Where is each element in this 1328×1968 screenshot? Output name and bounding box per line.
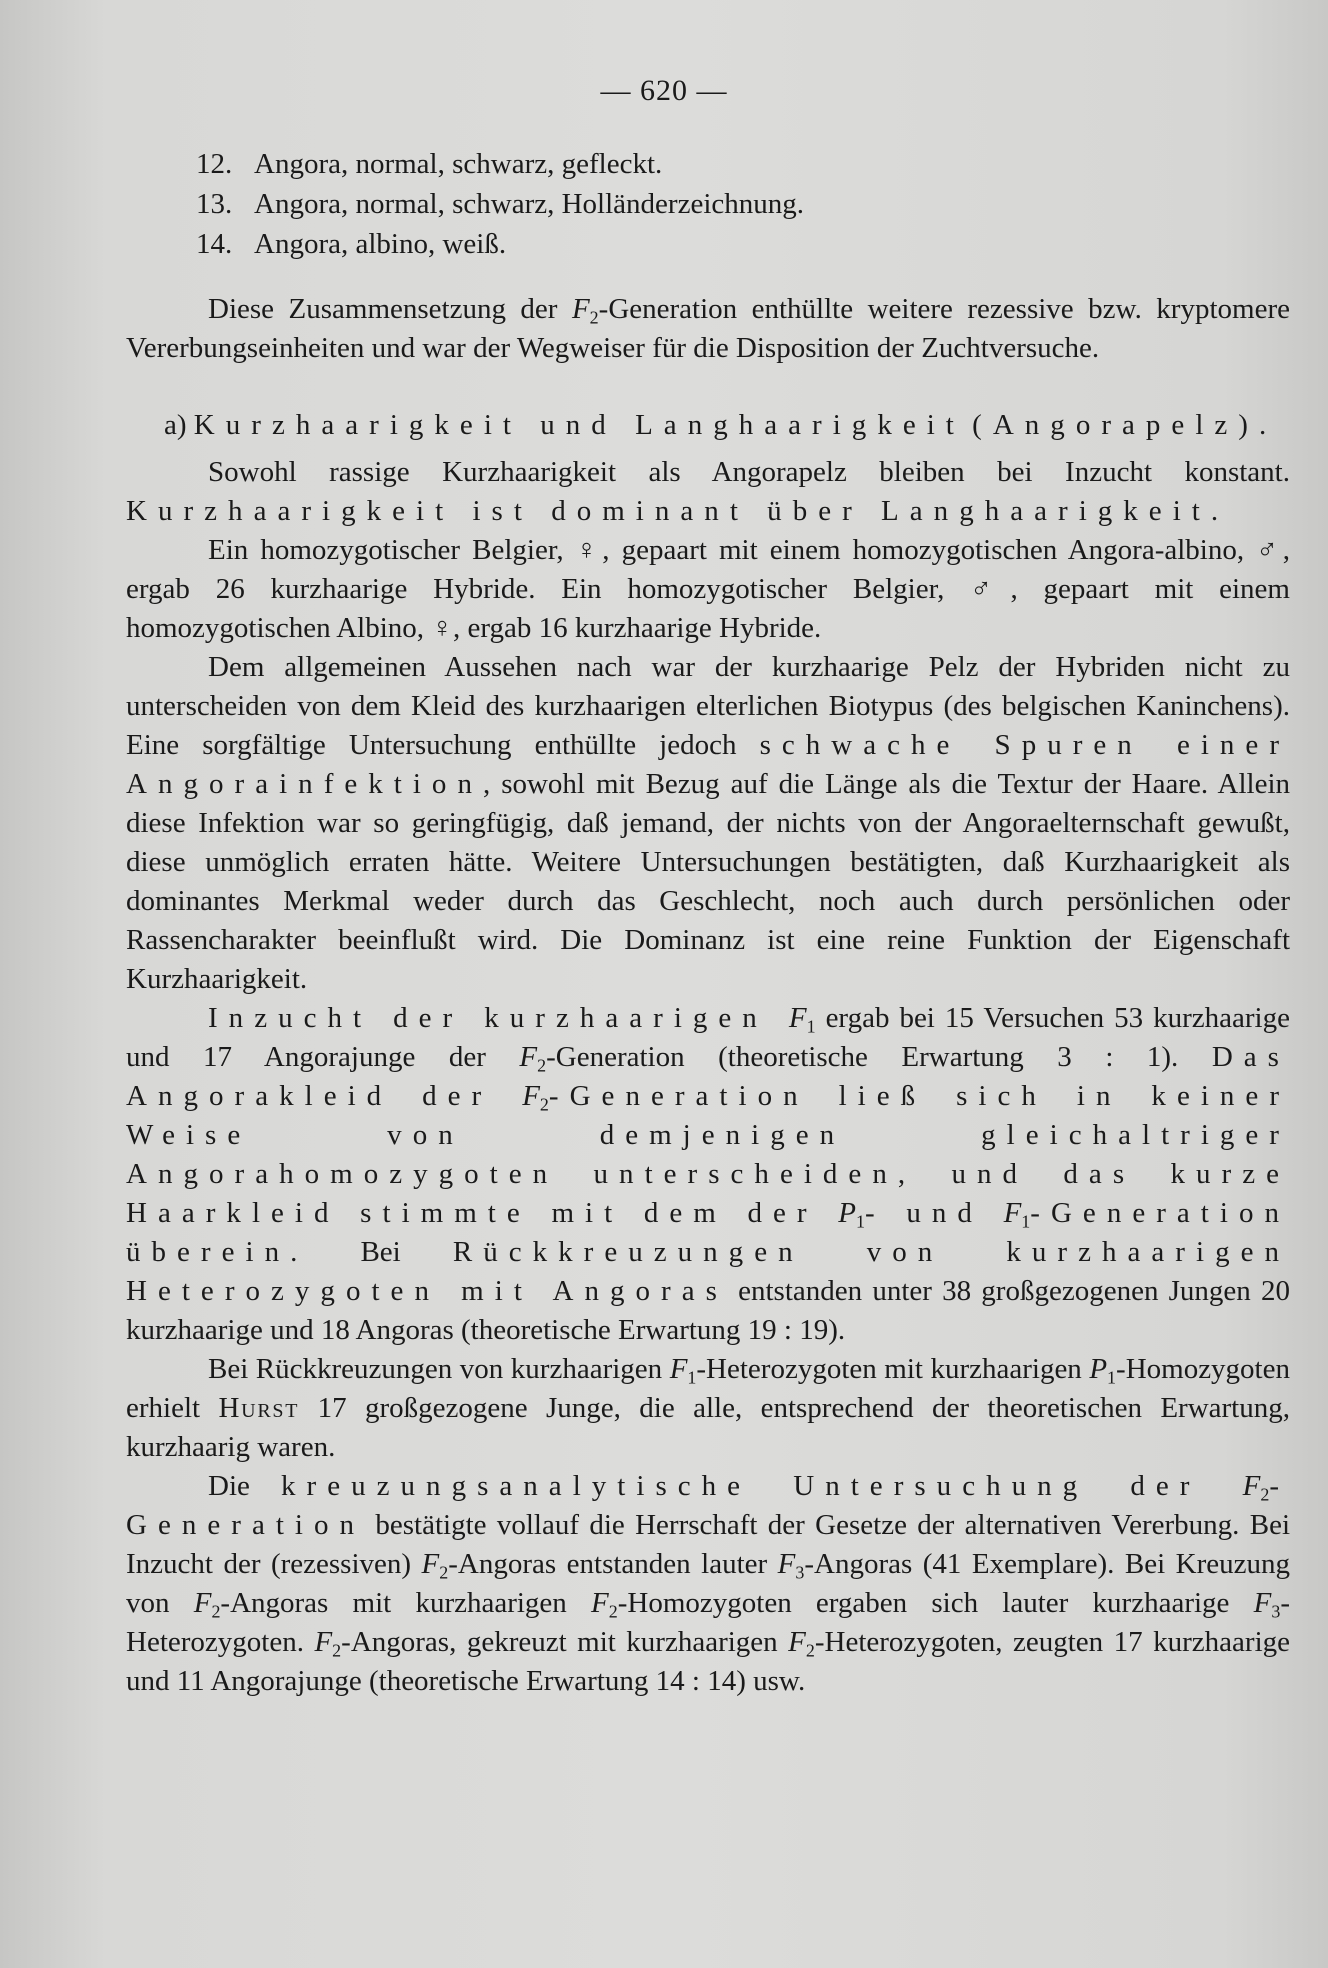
text-run: ergab bei 15 Versuchen 53 kurzhaarige und 17 Angorajunge der: [126, 1002, 1290, 1073]
list-item-number: 14.: [196, 228, 233, 260]
list-item-text: Angora, albino, weiß.: [254, 228, 507, 260]
symbol-F: F: [571, 293, 590, 325]
subscript: 2: [332, 1640, 342, 1661]
emphasis-spaced: Inzucht der kurzhaarigen: [208, 1002, 789, 1034]
symbol-P: P: [1089, 1353, 1108, 1385]
symbol-F: F: [314, 1626, 333, 1658]
page-number: — 620 —: [600, 74, 728, 107]
list-item: [196, 144, 1096, 184]
subscript: 2: [439, 1562, 449, 1583]
emphasis-spaced: -Generation überein.: [126, 1197, 1290, 1268]
list-item: [196, 224, 1096, 264]
symbol-F: F: [1242, 1470, 1261, 1502]
paragraph-constancy: [126, 453, 1290, 531]
author-name: Hurst: [218, 1392, 300, 1424]
text-run: bestätigte vollauf die Herrschaft der Gesetze der alternativen Vererbung. Bei Inzucht der (rezessiven): [126, 1509, 1290, 1580]
subscript: 1: [1107, 1367, 1117, 1388]
symbol-F: F: [788, 1002, 807, 1034]
text-run: , sowohl mit Bezug auf die Länge als die Textur der Haare. Allein diese Infektion war so geringfügig, daß jemand, der nichts von der Angoraelternschaft gewußt, diese unmöglich erraten hätte. Weitere Untersuchungen bestätigten, daß Kurzhaarigkeit als dominantes Merkmal weder durch das Geschlecht, noch auch durch persönlichen oder Rassencharakter beeinflußt wird. Die Dominanz ist eine reine Funktion der Eigenschaft Kurzhaarigkeit.: [126, 768, 1290, 995]
text-run: Bei: [308, 1236, 453, 1268]
subscript: 1: [806, 1016, 816, 1037]
variety-list: [196, 144, 1096, 264]
paragraph-f2-composition: [126, 290, 1290, 368]
main-text: [126, 290, 1290, 1701]
symbol-F: F: [669, 1353, 688, 1385]
subscript: 2: [805, 1640, 815, 1661]
paragraph-inbreeding: [126, 999, 1290, 1350]
text-run: -Heterozygoten, zeugten 17 kurzhaarige und 11 Angorajunge (theoretische Erwartung 14 : 14) usw.: [126, 1626, 1291, 1697]
text-run: -Generation enthüllte weitere rezessive bzw. kryptomere Vererbungseinheiten und war der Wegweiser für die Disposition der Zuchtversuche.: [126, 293, 1290, 364]
text-run: -Heterozygoten.: [126, 1587, 1290, 1658]
text-run: entstanden unter 38 großgezogenen Jungen 20 kurzhaarige und 18 Angoras (theoretische Erwartung 19 : 19).: [126, 1275, 1290, 1346]
subscript: 2: [589, 307, 599, 328]
text-run: Ein homozygotischer Belgier, ♀, gepaart mit einem homozygotischen Angora-albino, ♂, ergab 26 kurzhaarige Hybride. Ein homozygotischer Belgier, ♂, gepaart mit einem homozygotischen Albino, ♀, ergab 16 kurzhaarige Hybride.: [126, 534, 1290, 644]
symbol-F: F: [1003, 1197, 1022, 1229]
text-run: Sowohl rassige Kurzhaarigkeit als Angorapelz bleiben bei Inzucht konstant.: [208, 456, 1290, 488]
subscript: 2: [211, 1601, 221, 1622]
subscript: 3: [795, 1562, 805, 1583]
subscript: 1: [687, 1367, 697, 1388]
emphasis-spaced: -Generation ließ sich in keiner Weise von demjenigen gleichaltriger Angorahomozygoten unterscheiden, und das kurze Haarkleid stimmte mit dem der: [126, 1080, 1290, 1229]
symbol-F: F: [421, 1548, 440, 1580]
emphasis-spaced: Rückkreuzungen von kurzhaarigen Heterozygoten mit Angoras: [126, 1236, 1290, 1307]
symbol-F: F: [519, 1041, 538, 1073]
symbol-P: P: [838, 1197, 856, 1229]
text-run: Diese Zusammensetzung der: [208, 293, 572, 325]
section-heading: [126, 406, 1290, 445]
emphasis-spaced: schwache Spuren einer Angorainfektion: [126, 729, 1290, 800]
list-item-text: Angora, normal, schwarz, gefleckt.: [254, 148, 663, 180]
paragraph-hybrid-appearance: [126, 648, 1290, 999]
subscript: 1: [856, 1211, 865, 1232]
symbol-F: F: [193, 1587, 212, 1619]
symbol-F: F: [591, 1587, 609, 1619]
section-subtitle: (Angorapelz).: [972, 409, 1278, 441]
list-item: [196, 184, 1096, 224]
symbol-F: F: [777, 1548, 796, 1580]
subscript: 2: [608, 1601, 618, 1622]
emphasis-spaced: kreuzungsanalytische Untersuchung der: [281, 1470, 1243, 1502]
symbol-F: F: [788, 1626, 806, 1658]
section-title: Kurzhaarigkeit und Langhaarigkeit: [193, 409, 965, 441]
symbol-F: F: [522, 1080, 540, 1112]
list-item-text: Angora, normal, schwarz, Holländerzeichnung.: [254, 188, 804, 220]
text-run: -Angoras, gekreuzt mit kurzhaarigen: [341, 1626, 789, 1658]
emphasis-spaced: -Generation: [126, 1470, 1290, 1541]
text-run: -Angoras entstanden lauter: [448, 1548, 778, 1580]
emphasis-spaced: - und: [864, 1197, 1004, 1229]
subscript: 2: [537, 1055, 547, 1076]
paragraph-crossing: [126, 531, 1290, 648]
subscript: 2: [539, 1094, 549, 1115]
paragraph-backcross: [126, 1350, 1290, 1467]
subscript: 2: [1260, 1484, 1270, 1505]
text-run: -Heterozygoten mit kurzhaarigen: [696, 1353, 1090, 1385]
text-run: -Angoras (41 Exemplare). Bei Kreuzung von: [126, 1548, 1290, 1619]
subscript: 1: [1021, 1211, 1031, 1232]
text-run: Bei Rückkreuzungen von kurzhaarigen: [208, 1353, 670, 1385]
paragraph-f2-analysis: [126, 1467, 1290, 1701]
text-run: Dem allgemeinen Aussehen nach war der kurzhaarige Pelz der Hybriden nicht zu unterscheiden von dem Kleid des kurzhaarigen elterlichen Biotypus (des belgischen Kaninchens). Eine sorgfältige Untersuchung enthüllte jedoch: [126, 651, 1290, 761]
text-run: -Generation (theoretische Erwartung 3 : 1).: [546, 1041, 1212, 1073]
list-item-number: 13.: [196, 188, 233, 220]
text-run: 17 großgezogene Junge, die alle, entsprechend der theoretischen Erwartung, kurzhaarig waren.: [126, 1392, 1290, 1463]
text-run: Die: [208, 1470, 282, 1502]
symbol-F: F: [1253, 1587, 1272, 1619]
emphasis-spaced: Das Angorakleid der: [126, 1041, 1290, 1112]
text-run: -Homozygoten erhielt: [126, 1353, 1290, 1424]
list-item-number: 12.: [196, 148, 233, 180]
section-label: a): [164, 409, 187, 441]
text-run: -Homozygoten ergaben sich lauter kurzhaarige: [617, 1587, 1254, 1619]
text-run: -Angoras mit kurzhaarigen: [220, 1587, 592, 1619]
subscript: 3: [1271, 1601, 1281, 1622]
emphasis-spaced: Kurzhaarigkeit ist dominant über Langhaarigkeit.: [126, 495, 1230, 527]
